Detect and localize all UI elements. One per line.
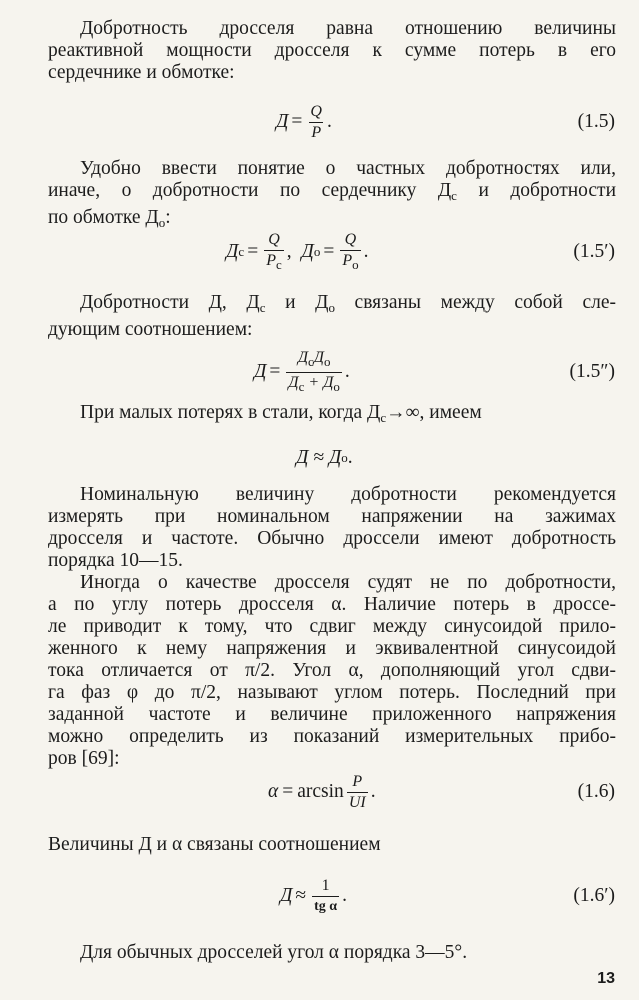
equation-1-5-prime: Д с = $\frac{Q}{P_с}$ , Д о = $\frac{Q}{P_о}$ . (1.5′) [0,222,639,282]
text-line: иначе, о добротности по сердечнику $Д_с$ и добротности [48,180,617,203]
text-line: дующим соотношением: [48,319,253,340]
text-line: реактивной мощности дросселя к сумме потерь в его [48,40,616,61]
equation-tag: (1.6) [577,781,615,802]
paragraph-small-losses [48,402,616,429]
text-line: га фаз φ до π/2, называют углом потерь. Последний при [48,682,616,703]
paragraph-loss-angle [48,572,616,770]
text-line: При малых потерях в стали, когда $Д_с\to\infty$, имеем [80,402,482,425]
paragraph-relation-alpha [48,834,616,856]
text-line: заданной частоте и величине приложенного напряжения [48,704,616,725]
text-line: Для обычных дросселей угол α порядка 3—5°. [80,942,468,963]
fraction-p-over-ui: $\frac{P}{UI}$ [348,772,366,811]
text-line: а по углу потерь дросселя α. Наличие потерь в дроссе- [48,594,616,615]
equals-sign: = [291,111,303,132]
equation-1-6-prime: Д ≈ $\frac{1}{\text{tg α}}$ . (1.6′) [0,866,639,926]
text-line: Иногда о качестве дросселя судят не по добротности, [80,572,616,593]
equation-tag: (1.6′) [573,885,615,906]
text-line: Добротность дросселя равна отношению величины [80,18,616,39]
equation-tag: (1.5″) [569,361,615,382]
text-line: измерять при номинальном напряжении на зажимах [48,506,616,527]
equation-1-5: Д = $\frac{Q}{P}$ . (1.5) [0,92,639,152]
page-number: 13 [597,970,615,987]
denominator: P [311,123,322,141]
numerator: Q [310,102,322,120]
equation-approx: Д ≈ Д о . [296,447,353,468]
text-line: дросселя и частоте. Обычно дроссели имеют добротность [48,528,616,549]
equation-tag: (1.5′) [573,241,615,262]
text-line: Номинальную величину добротности рекомендуется [80,484,616,505]
text-line: тока отличается от π/2. Угол α, дополняющий угол сдви- [48,660,616,681]
fraction-q-over-po: $\frac{Q}{P_о}$ [342,230,359,272]
paragraph-quality-definition [48,18,616,84]
text-line: можно определить из показаний измерительных прибо- [48,726,616,747]
equation-1-6: α = arcsin $\frac{P}{UI}$ . (1.6) [0,762,639,822]
symbol-d: Д [276,111,289,132]
text-line: порядка 10—15. [48,550,183,571]
text-line: Удобно ввести понятие о частных добротностях или, [80,158,616,179]
paragraph-nominal [48,484,616,572]
fraction-q-over-p [308,103,324,142]
fraction-q-over-pc: $\frac{Q}{P_с}$ [266,230,282,272]
paragraph-typical-angle [48,942,616,964]
equation-1-5-double-prime: Д = $\frac{Д_сД_о}{Д_с + Д_о}$ . (1.5″) [0,342,639,402]
text-line: Величины Д и α связаны соотношением [48,834,381,855]
text-line: ров [69]: [48,748,120,769]
fraction-dc-do: $\frac{Д_сД_о}{Д_с + Д_о}$ [288,348,340,394]
text-line: по обмотке $Д_о$: [48,207,171,230]
paragraph-relation [48,292,616,341]
equation-tag: (1.5) [577,111,615,132]
fraction-one-over-tg: $\frac{1}{\text{tg α}}$ [314,876,338,914]
text-line: сердечнике и обмотке: [48,62,235,83]
text-line: ле приводит к тому, что сдвиг между синусоидой прило- [48,616,616,637]
text-line: женного к нему напряжения и эквивалентной синусоидой [48,638,616,659]
text-line: Добротности Д, $Д_с$ и $Д_о$ связаны между собой сле- [80,292,616,315]
